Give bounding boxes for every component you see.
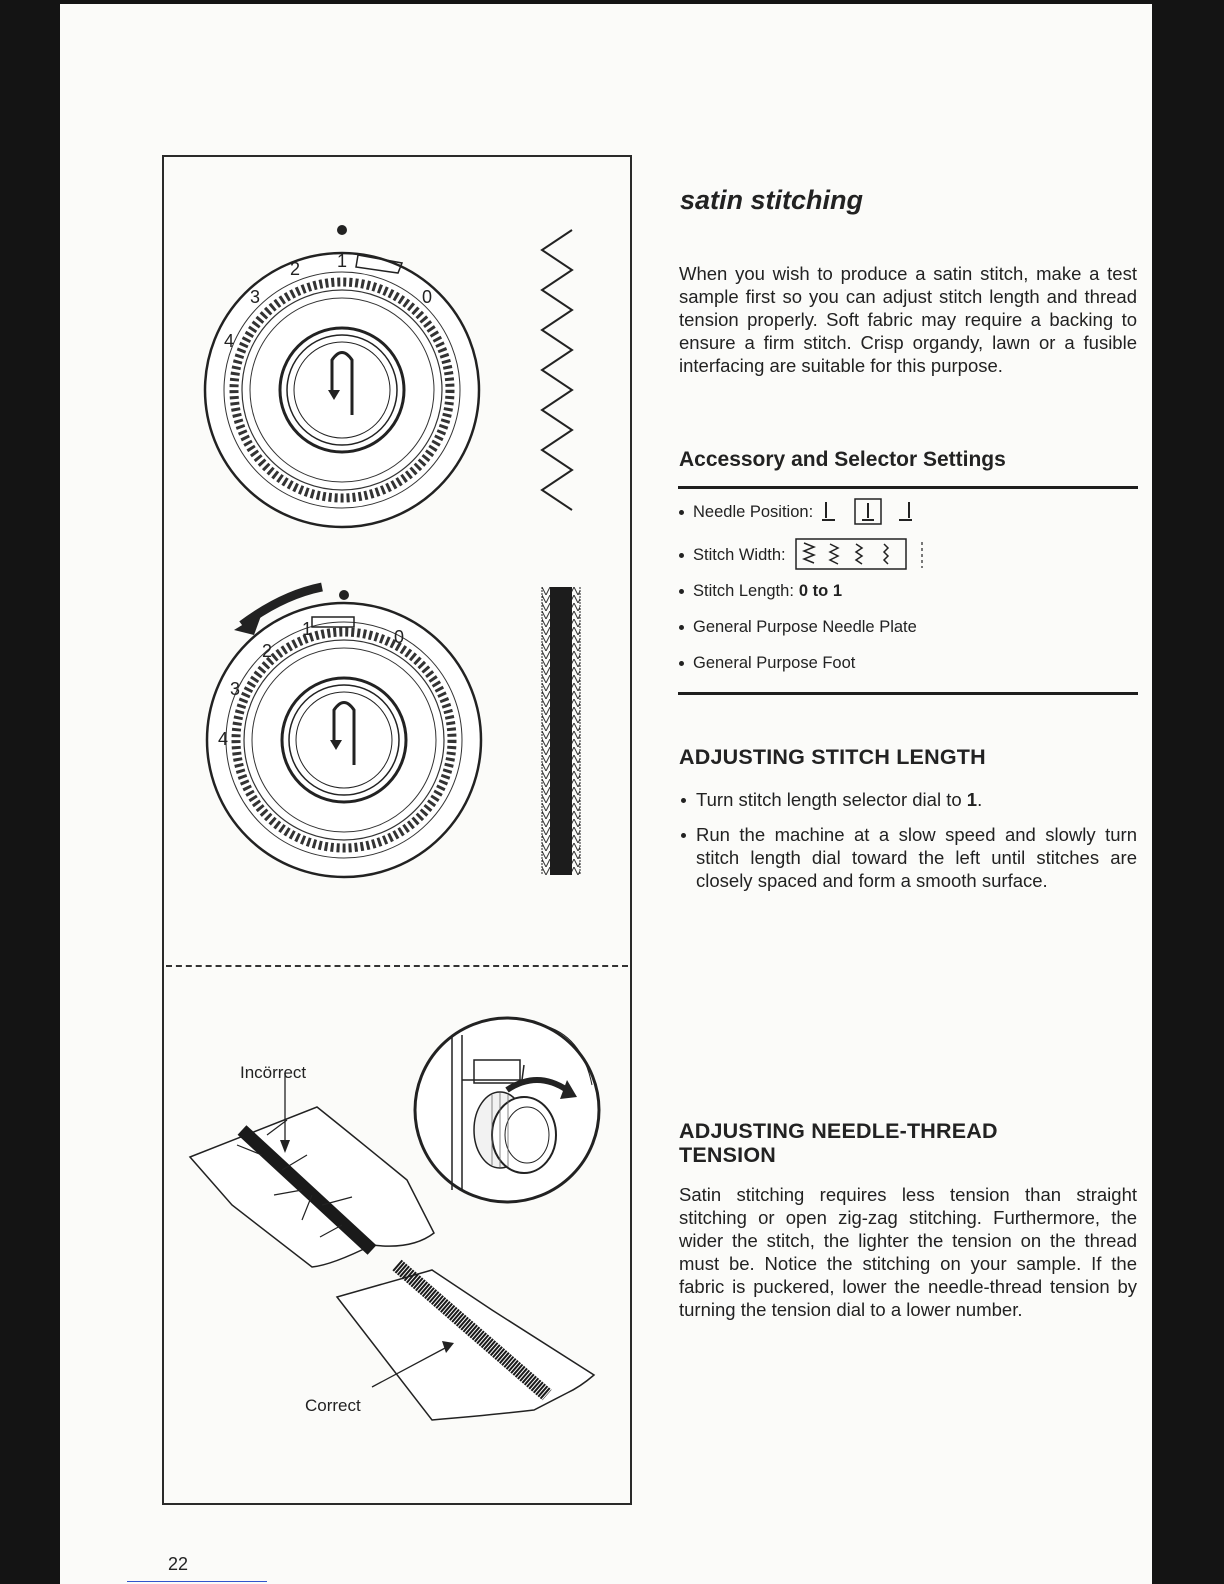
tension-heading-line2: TENSION	[679, 1143, 776, 1167]
dial-top-number-2: 2	[290, 259, 301, 279]
needle-position-label: Needle Position:	[693, 502, 814, 521]
setting-stitch-width	[679, 538, 929, 572]
incorrect-fabric-sample	[190, 1073, 434, 1267]
settings-top-rule	[678, 486, 1138, 489]
stitch-width-label: Stitch Width:	[693, 545, 786, 564]
dial-bottom-number-4: 4	[218, 729, 229, 749]
illustration-drawing	[162, 155, 632, 1505]
scan-edge-left	[0, 0, 60, 1584]
needle-position-icons	[821, 498, 913, 526]
adjust-tension-heading	[679, 1119, 998, 1167]
stitch-length-dial-top	[205, 225, 479, 527]
dial-bottom-number-2: 2	[262, 641, 273, 661]
tension-heading-line1: ADJUSTING NEEDLE-THREAD	[679, 1119, 998, 1143]
stitch-length-label: Stitch Length:	[693, 582, 794, 600]
setting-stitch-length	[679, 582, 842, 601]
adjust-length-list	[679, 788, 1137, 892]
label-correct: Correct	[305, 1396, 361, 1415]
settings-heading: Accessory and Selector Settings	[679, 448, 1006, 471]
stitch-width-icons	[794, 538, 929, 572]
settings-bottom-rule	[678, 692, 1138, 695]
step-1-end: .	[977, 789, 983, 810]
correct-fabric-sample	[337, 1265, 594, 1505]
intro-paragraph: When you wish to produce a satin stitch, make a test sample first so you can adjust stitch length and thread tension properly. Soft fabric may require a backing to ensure a firm stitch. Crisp organdy, lawn or a fusible interfacing are suitable for this purpose.	[679, 263, 1137, 376]
dial-bottom-number-1: 1	[302, 619, 313, 639]
setting-needle-plate	[679, 618, 917, 637]
footer-link-line	[127, 1581, 267, 1582]
needle-plate-label: General Purpose Needle Plate	[693, 618, 917, 636]
setting-needle-position	[679, 498, 913, 526]
adjust-length-heading: ADJUSTING STITCH LENGTH	[679, 745, 986, 769]
label-incorrect: Incörrect	[240, 1063, 307, 1082]
scan-edge-right	[1152, 0, 1224, 1584]
foot-label: General Purpose Foot	[693, 654, 856, 672]
step-1-value: 1	[966, 789, 978, 810]
dial-bottom-number-3: 3	[230, 679, 241, 699]
page-number: 22	[168, 1554, 189, 1574]
dial-top-number-1: 1	[337, 251, 348, 271]
dial-top-number-3: 3	[250, 287, 261, 307]
stitch-length-dial-bottom	[207, 587, 481, 877]
dial-top-number-0: 0	[422, 287, 433, 307]
stitch-length-value: 0 to 1	[798, 582, 843, 600]
step-1-text: Turn stitch length selector dial to	[696, 789, 967, 810]
dial-bottom-number-0: 0	[394, 627, 405, 647]
adjust-length-step-2: Run the machine at a slow speed and slowly turn stitch length dial toward the left until stitches are closely spaced and form a smooth surface.	[679, 823, 1137, 892]
page-title: satin stitching	[680, 185, 864, 215]
open-zigzag-stitch	[542, 230, 572, 510]
dial-top-number-4: 4	[224, 331, 235, 351]
setting-foot	[679, 654, 855, 673]
tension-paragraph: Satin stitching requires less tension than straight stitching or open zig-zag stitching. Furthermore, the wider the stitch, the lighter the tension on the thread must be. Notice the stitching on your sample. If the fabric is puckered, lower the needle-thread tension by turning the tension dial to a lower number.	[679, 1184, 1137, 1320]
adjust-length-step-1	[679, 788, 1137, 811]
tension-dial-inset	[415, 1018, 599, 1202]
